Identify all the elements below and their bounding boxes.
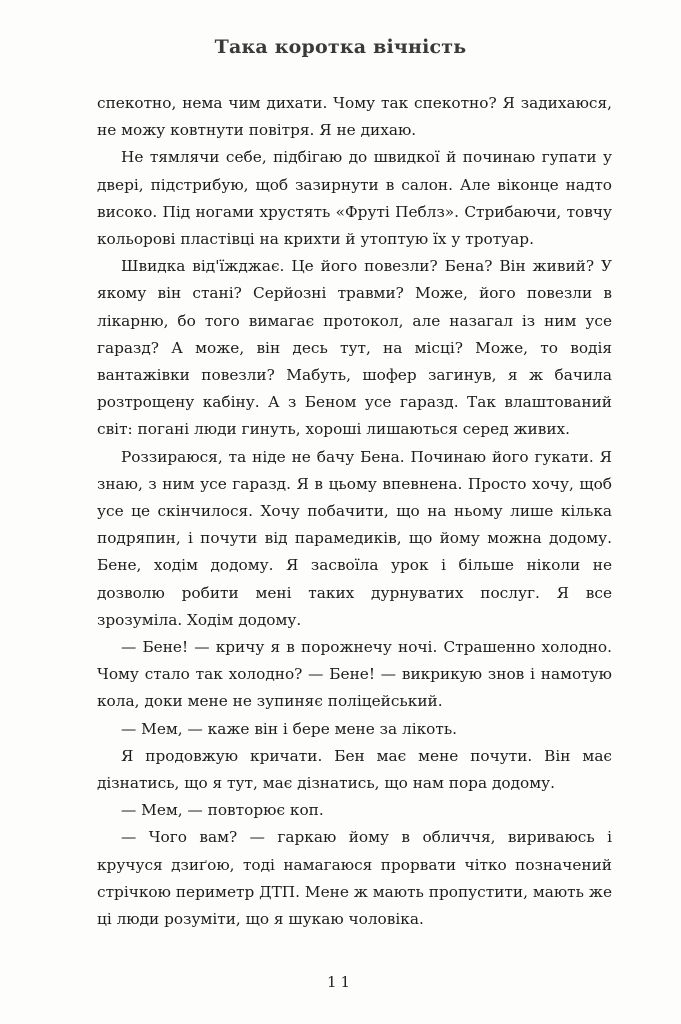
paragraph: спекотно, нема чим дихати. Чому так спекотно? Я задихаюся, не можу ковтнути повітря. Я не дихаю. xyxy=(97,94,612,140)
paragraph: Не тямлячи себе, підбігаю до швидкої й починаю гупати у двері, підстрибую, щоб зазирнути в салон. Але віконце надто високо. Під ногами хрустять «Фруті Пеблз». Стрибаючи, товчу кольорові пластівці на крихти й утоптую їх у тротуар. xyxy=(97,148,612,249)
page-number: 11 xyxy=(326,973,355,991)
paragraph: Я продовжую кричати. Бен має мене почути. Він має дізнатись, що я тут, має дізнатись, що нам пора додому. xyxy=(97,746,612,793)
paragraph: Швидка від'їжджає. Це його повезли? Бена? Він живий? У якому він стані? Серйозні травми? Може, його повезли в лікарню, бо того вимагає протокол, але назагал із ним усе гаразд? А може, він десь тут, на місці? Може, то водія вантажівки повезли? Мабуть, шофер загинув, я ж бачила розтрощену кабіну. А з Беном усе гаразд. Так влаштований світ: погані люди гинуть, хороші лишаються серед живих. xyxy=(97,257,612,439)
paragraph: Роззираюся, та ніде не бачу Бена. Починаю його гукати. Я знаю, з ним усе гаразд. Я в цьому впевнена. Просто хочу, щоб усе це скінчилося. Хочу побачити, що на ньому лише кілька подряпин, і почути від парамедиків, що йому можна додому. Бене, ходім додому. Я засвоїла урок і більше ніколи не дозволю робити мені таких дурнуватих послуг. Я все зрозуміла. Ходім додому. xyxy=(97,447,612,629)
paragraph: — Мем, — повторює коп. xyxy=(121,801,324,820)
body-text xyxy=(97,90,612,933)
running-title: Така коротка вічність xyxy=(214,36,467,58)
paragraph: — Бене! — кричу я в порожнечу ночі. Страшенно холодно. Чому стало так холодно? — Бене! — викрикую знов і намотую кола, доки мене не зупиняє поліцейський. xyxy=(97,638,612,711)
paragraph: — Мем, — каже він і бере мене за лікоть. xyxy=(121,719,458,738)
paragraph: — Чого вам? — гаркаю йому в обличчя, вириваюсь і кручуся дзиґою, тоді намагаюся прорвати чітко позначений стрічкою периметр ДТП. Мене ж мають пропустити, мають же ці люди розуміти, що я шукаю чоловіка. xyxy=(97,828,612,929)
